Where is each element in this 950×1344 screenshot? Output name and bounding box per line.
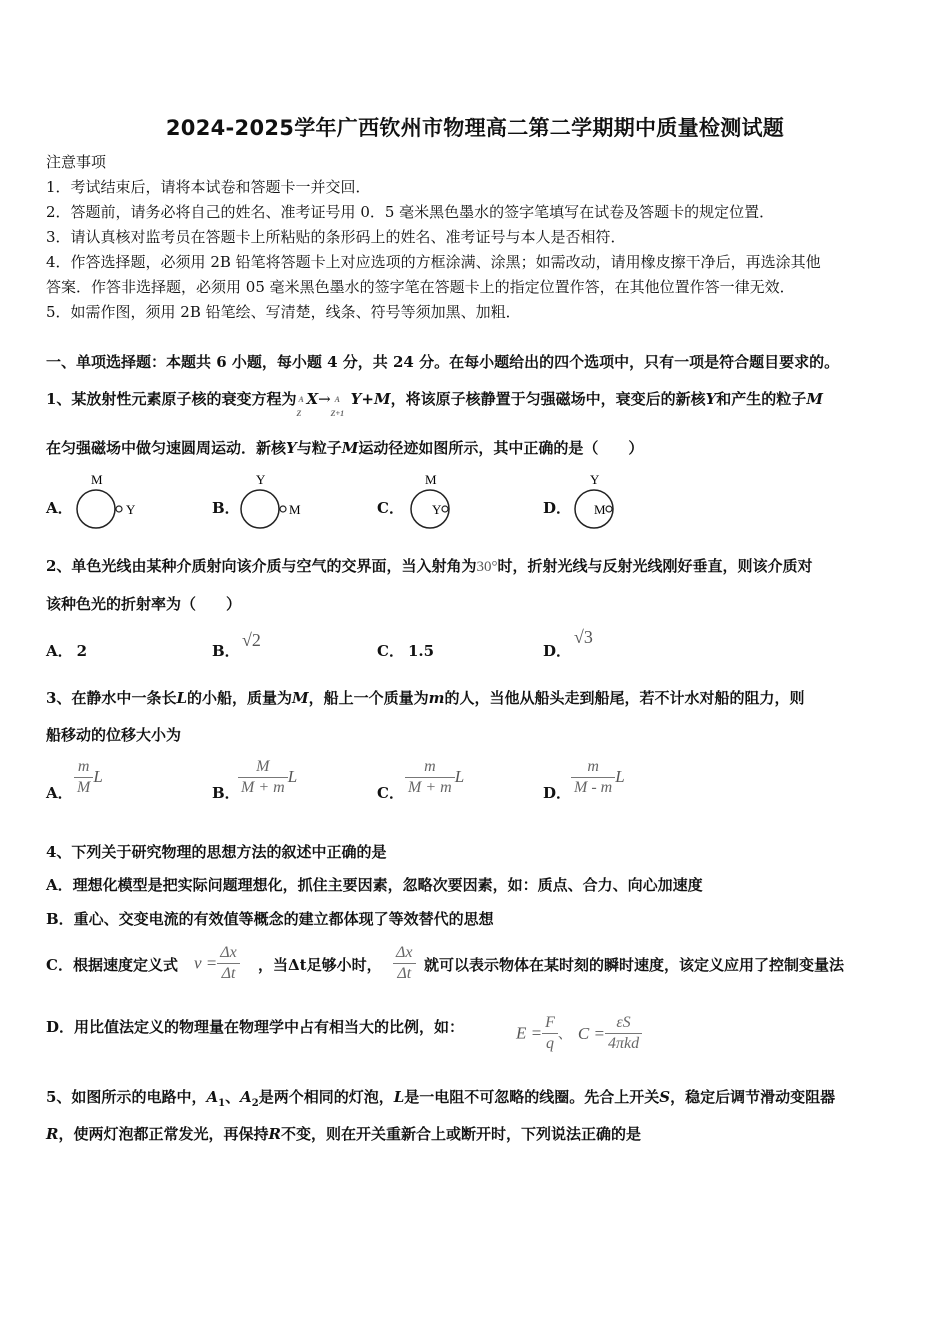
q4-option-d-text: D．用比值法定义的物理量在物理学中占有相当大的比例，如： — [46, 1018, 465, 1036]
notice-item: 1．考试结束后，请将本试卷和答题卡一并交回． — [46, 178, 371, 196]
q1-option-c-label: C． — [377, 499, 404, 517]
q3-option-d-label: D． — [543, 784, 572, 802]
q1-stem-line2: 在匀强磁场中做匀速圆周运动．新核Y与粒子M运动径迹如图所示，其中正确的是（ ） — [46, 439, 644, 457]
q2-option-b-value: √2 — [242, 630, 261, 650]
label-y: Y — [590, 472, 600, 487]
q1-option-b-label: B． — [212, 499, 240, 517]
q3-option-a-formula: $\frac{m}{M}$ L — [74, 757, 103, 798]
q4-option-c-fraction: $\frac{\Delta x}{\Delta t}$ — [393, 943, 416, 984]
notice-item: 答案．作答非选择题，必须用 05 毫米黑色墨水的签字笔在答题卡上的指定位置作答，在其他位置作答一律无效． — [46, 278, 795, 296]
notice-item: 5．如需作图，须用 2B 铅笔绘、写清楚，线条、符号等须加黑、加粗． — [46, 303, 521, 321]
notice-heading: 注意事项 — [46, 153, 107, 171]
q4-option-c-text1: C．根据速度定义式 — [46, 956, 178, 974]
notice-item: 2．答题前，请务必将自己的姓名、准考证号用 0．5 毫米黑色墨水的签字笔填写在试卷及答题卡的规定位置． — [46, 203, 775, 221]
notice-item: 4．作答选择题，必须用 2B 铅笔将答题卡上对应选项的方框涂满、涂黑；如需改动，请用橡皮擦干净后，再选涂其他 — [46, 253, 821, 271]
q4-option-a: A．理想化模型是把实际问题理想化，抓住主要因素，忽略次要因素，如：质点、合力、向心加速度 — [46, 876, 703, 894]
q5-stem-line1: 5、如图所示的电路中，$A_1$、$A_2$是两个相同的灯泡，L是一电阻不可忽略的线圈。先合上开关S，稳定后调节滑动变阻器 — [46, 1088, 836, 1109]
q1-option-a-label: A． — [46, 499, 73, 517]
q4-stem: 4、下列关于研究物理的思想方法的叙述中正确的是 — [46, 843, 387, 861]
notice-item: 3．请认真核对监考员在答题卡上所粘贴的条形码上的姓名、准考证号与本人是否相符． — [46, 228, 626, 246]
label-y: Y — [256, 472, 266, 487]
q3-option-d-formula: $\frac{m}{M - m}$ L — [571, 757, 625, 798]
q3-option-a-label: A． — [46, 784, 73, 802]
q2-stem-line1: 2、单色光线由某种介质射向该介质与空气的交界面，当入射角为30°时，折射光线与反射光线刚好垂直，则该介质对 — [46, 557, 813, 575]
label-m: M — [91, 472, 103, 487]
q1-option-d-diagram — [570, 472, 640, 532]
q2-stem-line2: 该种色光的折射率为（ ） — [46, 595, 242, 613]
q2-option-c: C． 1.5 — [377, 642, 435, 660]
q3-option-c-label: C． — [377, 784, 404, 802]
q2-option-b-label: B． — [212, 642, 240, 660]
label-y: Y — [432, 502, 442, 517]
q4-option-d-formula: E = $\frac{F}{q}$ 、 C = $\frac{\varepsilon S}{\text{4πkd}}$ — [516, 1013, 642, 1054]
q1-option-b-diagram — [236, 472, 316, 532]
label-y: Y — [126, 502, 136, 517]
q5-stem-line2: R，使两灯泡都正常发光，再保持R不变，则在开关重新合上或断开时，下列说法正确的是 — [46, 1125, 641, 1143]
q1-option-d-label: D． — [543, 499, 572, 517]
q3-option-b-label: B． — [212, 784, 240, 802]
label-m: M — [289, 502, 301, 517]
page-title: 2024-2025学年广西钦州市物理高二第二学期期中质量检测试题 — [165, 116, 785, 140]
label-m: M — [425, 472, 437, 487]
q3-stem-line2: 船移动的位移大小为 — [46, 726, 182, 744]
q4-option-c-formula: v = $\frac{\Delta x}{\Delta t}$ — [194, 943, 240, 984]
q4-option-b: B．重心、交变电流的有效值等概念的建立都体现了等效替代的思想 — [46, 910, 494, 928]
section-heading: 一、单项选择题：本题共 6 小题，每小题 4 分，共 24 分。在每小题给出的四个选项中，只有一项是符合题目要求的。 — [46, 353, 840, 371]
q3-stem-line1: 3、在静水中一条长L的小船，质量为M，船上一个质量为m的人，当他从船头走到船尾，若不计水对船的阻力，则 — [46, 689, 805, 707]
q2-option-a: A． 2 — [46, 642, 88, 660]
q3-option-c-formula: $\frac{m}{M + m}$ L — [405, 757, 464, 798]
q4-option-c-text2: ，当Δt足够小时， — [258, 956, 382, 974]
q4-option-c-text3: 就可以表示物体在某时刻的瞬时速度，该定义应用了控制变量法 — [424, 956, 845, 974]
q2-option-d-label: D． — [543, 642, 572, 660]
label-m: M — [594, 502, 606, 517]
q1-option-a-diagram — [70, 472, 150, 532]
q1-stem-line1: 1、某放射性元素原子核的衰变方程为 A Z X→ A Z+1 Y+M，将该原子核静置于匀强磁场中，衰变后的新核Y和产生的粒子M — [46, 390, 823, 418]
q2-option-d-value: √3 — [574, 627, 593, 647]
q1-option-c-diagram — [406, 472, 476, 532]
q3-option-b-formula: $\frac{M}{M + m}$ L — [238, 757, 297, 798]
